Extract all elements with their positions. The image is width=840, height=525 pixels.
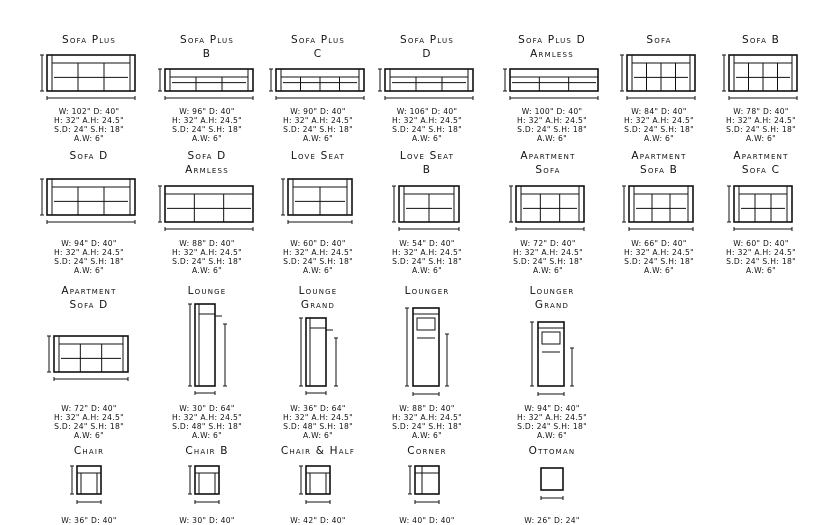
dimension-line: H: 32" A.H: 24.5" — [392, 116, 462, 125]
dimension-line: W: 88" D: 40" — [179, 239, 235, 248]
dimension-line: A.W: 6" — [533, 266, 563, 275]
floor-plan-drawing — [619, 177, 699, 239]
item-title: Sofa — [646, 34, 672, 46]
item-title: Sofa B — [741, 34, 781, 46]
item-title: Sofa Plus — [400, 34, 454, 46]
item-title: D — [422, 48, 432, 60]
dimension-line: S.D: 24" S.H: 18" — [726, 125, 796, 134]
item-title: Grand — [534, 299, 570, 311]
item-love-seat — [266, 149, 370, 275]
item-sofa-plus-c — [266, 33, 370, 143]
floor-plan-drawing — [375, 61, 479, 107]
dimension-line: H: 32" A.H: 24.5" — [726, 248, 796, 257]
ottoman-outline — [541, 468, 563, 490]
item-title: Sofa D — [69, 150, 109, 162]
dimension-line: W: 36" D: 40" — [61, 516, 117, 525]
cushion-rect — [417, 318, 435, 330]
floor-plan-drawing — [389, 177, 465, 239]
floor-plan-drawing — [37, 47, 141, 107]
dimension-line: H: 32" A.H: 24.5" — [283, 248, 353, 257]
dimension-line: W: 88" D: 40" — [399, 404, 455, 413]
floor-plan-drawing — [286, 312, 350, 404]
dimension-line: H: 32" A.H: 24.5" — [283, 116, 353, 125]
floor-plan-drawing — [724, 177, 798, 239]
sofa-outline — [165, 69, 253, 91]
dimension-line: H: 32" A.H: 24.5" — [54, 413, 124, 422]
dimension-line: A.W: 6" — [644, 134, 674, 143]
item-apartment-sofa-d — [37, 284, 141, 440]
dimension-line: W: 94" D: 40" — [61, 239, 117, 248]
item-chair-and-half — [266, 444, 370, 525]
floor-plan-drawing — [402, 458, 452, 516]
dimension-line: S.D: 24" S.H: 18" — [172, 257, 242, 266]
item-title: Chair B — [185, 445, 229, 457]
floor-plan-drawing — [278, 163, 358, 239]
dimension-line: W: 100" D: 40" — [521, 107, 583, 116]
dimension-line: S.D: 24" S.H: 18" — [283, 257, 353, 266]
item-sofa-plus-d — [375, 33, 479, 143]
dimension-line: A.W: 6" — [74, 266, 104, 275]
sofa-outline — [385, 69, 473, 91]
dimension-line: H: 32" A.H: 24.5" — [172, 248, 242, 257]
dimension-line: S.D: 24" S.H: 18" — [624, 125, 694, 134]
item-title: Apartment — [520, 150, 576, 162]
sofa-outline — [165, 186, 253, 222]
floor-plan-drawing — [37, 163, 141, 239]
item-title: Sofa Plus — [291, 34, 345, 46]
item-sofa-plus-d-armless — [496, 33, 608, 143]
item-title: B — [422, 164, 432, 176]
dimension-line: H: 32" A.H: 24.5" — [283, 413, 353, 422]
floor-plan-drawing — [290, 458, 346, 516]
item-apartment-sofa-c — [714, 149, 808, 275]
dimension-line: H: 32" A.H: 24.5" — [726, 116, 796, 125]
dimension-line: H: 32" A.H: 24.5" — [517, 413, 587, 422]
dimension-line: A.W: 6" — [412, 266, 442, 275]
sofa-outline — [629, 186, 693, 222]
item-title: Chair — [73, 445, 105, 457]
cushion-rect — [542, 332, 560, 344]
dimension-line: W: 72" D: 40" — [61, 404, 117, 413]
dimension-line: S.D: 24" S.H: 18" — [54, 125, 124, 134]
lounge-outline — [195, 304, 215, 386]
item-title: Ottoman — [528, 445, 576, 457]
dimension-line: A.W: 6" — [412, 431, 442, 440]
sofa-outline — [54, 336, 128, 372]
item-sofa-d-armless — [155, 149, 259, 275]
dimension-line: A.W: 6" — [746, 266, 776, 275]
item-title: C — [313, 48, 323, 60]
dimension-line: S.D: 24" S.H: 18" — [513, 257, 583, 266]
sofa-outline — [510, 69, 598, 91]
dimension-line: W: 60" D: 40" — [290, 239, 346, 248]
item-sofa-plus-b — [155, 33, 259, 143]
item-title: Sofa Plus — [62, 34, 116, 46]
item-title: Lounger — [529, 285, 575, 297]
floor-plan-drawing — [617, 47, 701, 107]
item-title: Sofa Plus — [180, 34, 234, 46]
dimension-line: S.D: 24" S.H: 18" — [54, 257, 124, 266]
dimension-line: W: 26" D: 24" — [524, 516, 580, 525]
item-title: Love Seat — [290, 150, 346, 162]
dimension-line: A.W: 6" — [303, 134, 333, 143]
dimension-line: H: 32" A.H: 24.5" — [172, 116, 242, 125]
item-lounge — [155, 284, 259, 440]
dimension-line: A.W: 6" — [192, 134, 222, 143]
item-title: Sofa Plus D — [518, 34, 586, 46]
dimension-line: H: 32" A.H: 24.5" — [392, 248, 462, 257]
item-title: Sofa B — [639, 164, 679, 176]
item-chair — [37, 444, 141, 525]
dimension-line: H: 32" A.H: 24.5" — [624, 248, 694, 257]
floor-plan-drawing — [392, 298, 462, 404]
dimension-line: A.W: 6" — [192, 266, 222, 275]
dimension-line: A.W: 6" — [74, 134, 104, 143]
dimension-line: W: 40" D: 40" — [399, 516, 455, 525]
item-title: Armless — [530, 48, 574, 60]
item-title: Lounge — [298, 285, 338, 297]
item-title: Grand — [300, 299, 336, 311]
dimension-line: H: 32" A.H: 24.5" — [624, 116, 694, 125]
floor-plan-drawing — [500, 61, 604, 107]
dimension-line: W: 66" D: 40" — [631, 239, 687, 248]
dimension-line: S.D: 24" S.H: 18" — [726, 257, 796, 266]
dimension-line: H: 32" A.H: 24.5" — [392, 413, 462, 422]
dimension-line: A.W: 6" — [537, 431, 567, 440]
dimension-line: W: 94" D: 40" — [524, 404, 580, 413]
sofa-outline — [47, 179, 135, 215]
item-title: Corner — [407, 445, 447, 457]
item-title: Sofa D — [187, 150, 227, 162]
dimension-line: S.D: 48" S.H: 18" — [283, 422, 353, 431]
dimension-line: W: 30" D: 40" — [179, 516, 235, 525]
item-love-seat-b — [375, 149, 479, 275]
item-sofa — [612, 33, 706, 143]
floor-plan-drawing — [529, 458, 575, 516]
item-lounge-grand — [266, 284, 370, 440]
floor-plan-drawing — [506, 177, 590, 239]
item-title: B — [202, 48, 212, 60]
floor-plan-drawing — [177, 298, 237, 404]
dimension-line: W: 30" D: 64" — [179, 404, 235, 413]
item-corner — [375, 444, 479, 525]
item-title: Apartment — [631, 150, 687, 162]
dimension-line: H: 32" A.H: 24.5" — [517, 116, 587, 125]
item-sofa-d — [37, 149, 141, 275]
dimension-line: S.D: 24" S.H: 18" — [392, 257, 462, 266]
item-title: Apartment — [61, 285, 117, 297]
sofa-outline — [516, 186, 584, 222]
floor-plan-drawing — [719, 47, 803, 107]
item-title: Chair & Half — [280, 445, 356, 457]
dimension-line: S.D: 24" S.H: 18" — [172, 125, 242, 134]
floor-plan-drawing — [44, 312, 134, 404]
dimension-line: A.W: 6" — [644, 266, 674, 275]
dimension-line: W: 60" D: 40" — [733, 239, 789, 248]
dimension-line: W: 102" D: 40" — [58, 107, 120, 116]
dimension-line: H: 32" A.H: 24.5" — [54, 248, 124, 257]
item-lounger — [375, 284, 479, 440]
floor-plan-drawing — [155, 177, 259, 239]
floor-plan-drawing — [266, 61, 370, 107]
item-title: Sofa C — [741, 164, 781, 176]
dimension-line: S.D: 24" S.H: 18" — [624, 257, 694, 266]
dimension-line: W: 78" D: 40" — [733, 107, 789, 116]
item-title: Lounge — [187, 285, 227, 297]
dimension-line: H: 32" A.H: 24.5" — [513, 248, 583, 257]
item-title: Sofa D — [69, 299, 109, 311]
dimension-line: H: 32" A.H: 24.5" — [54, 116, 124, 125]
dimension-line: A.W: 6" — [746, 134, 776, 143]
dimension-line: A.W: 6" — [303, 266, 333, 275]
dimension-line: W: 42" D: 40" — [290, 516, 346, 525]
dimension-line: A.W: 6" — [303, 431, 333, 440]
item-ottoman — [496, 444, 608, 525]
item-title: Apartment — [733, 150, 789, 162]
dimension-line: W: 36" D: 64" — [290, 404, 346, 413]
dimension-line: S.D: 24" S.H: 18" — [283, 125, 353, 134]
corner-outline — [415, 466, 439, 494]
dimension-line: W: 96" D: 40" — [179, 107, 235, 116]
dimension-line: S.D: 24" S.H: 18" — [54, 422, 124, 431]
dimension-line: S.D: 24" S.H: 18" — [392, 125, 462, 134]
floor-plan-drawing — [517, 312, 587, 404]
dimension-line: A.W: 6" — [412, 134, 442, 143]
floor-plan-drawing — [155, 61, 259, 107]
item-chair-b — [155, 444, 259, 525]
sofa-outline — [734, 186, 792, 222]
dimension-line: S.D: 24" S.H: 18" — [517, 125, 587, 134]
dimension-line: A.W: 6" — [537, 134, 567, 143]
item-title: Lounger — [404, 285, 450, 297]
dimension-line: S.D: 48" S.H: 18" — [172, 422, 242, 431]
floor-plan-drawing — [184, 458, 230, 516]
dimension-line: W: 72" D: 40" — [520, 239, 576, 248]
dimension-line: W: 54" D: 40" — [399, 239, 455, 248]
dimension-line: S.D: 24" S.H: 18" — [517, 422, 587, 431]
item-apartment-sofa-b — [612, 149, 706, 275]
dimension-line: S.D: 24" S.H: 18" — [392, 422, 462, 431]
dimension-line: W: 106" D: 40" — [396, 107, 458, 116]
dimension-line: W: 84" D: 40" — [631, 107, 687, 116]
sofa-outline — [47, 55, 135, 91]
item-title: Sofa — [535, 164, 561, 176]
dimension-line: A.W: 6" — [192, 431, 222, 440]
item-sofa-b — [714, 33, 808, 143]
dimension-line: W: 90" D: 40" — [290, 107, 346, 116]
dimension-line: H: 32" A.H: 24.5" — [172, 413, 242, 422]
item-title: Armless — [185, 164, 229, 176]
floor-plan-drawing — [64, 458, 114, 516]
dimension-line: A.W: 6" — [74, 431, 104, 440]
item-lounger-grand — [496, 284, 608, 440]
item-title: Love Seat — [399, 150, 455, 162]
item-apartment-sofa — [496, 149, 600, 275]
item-sofa-plus — [37, 33, 141, 143]
